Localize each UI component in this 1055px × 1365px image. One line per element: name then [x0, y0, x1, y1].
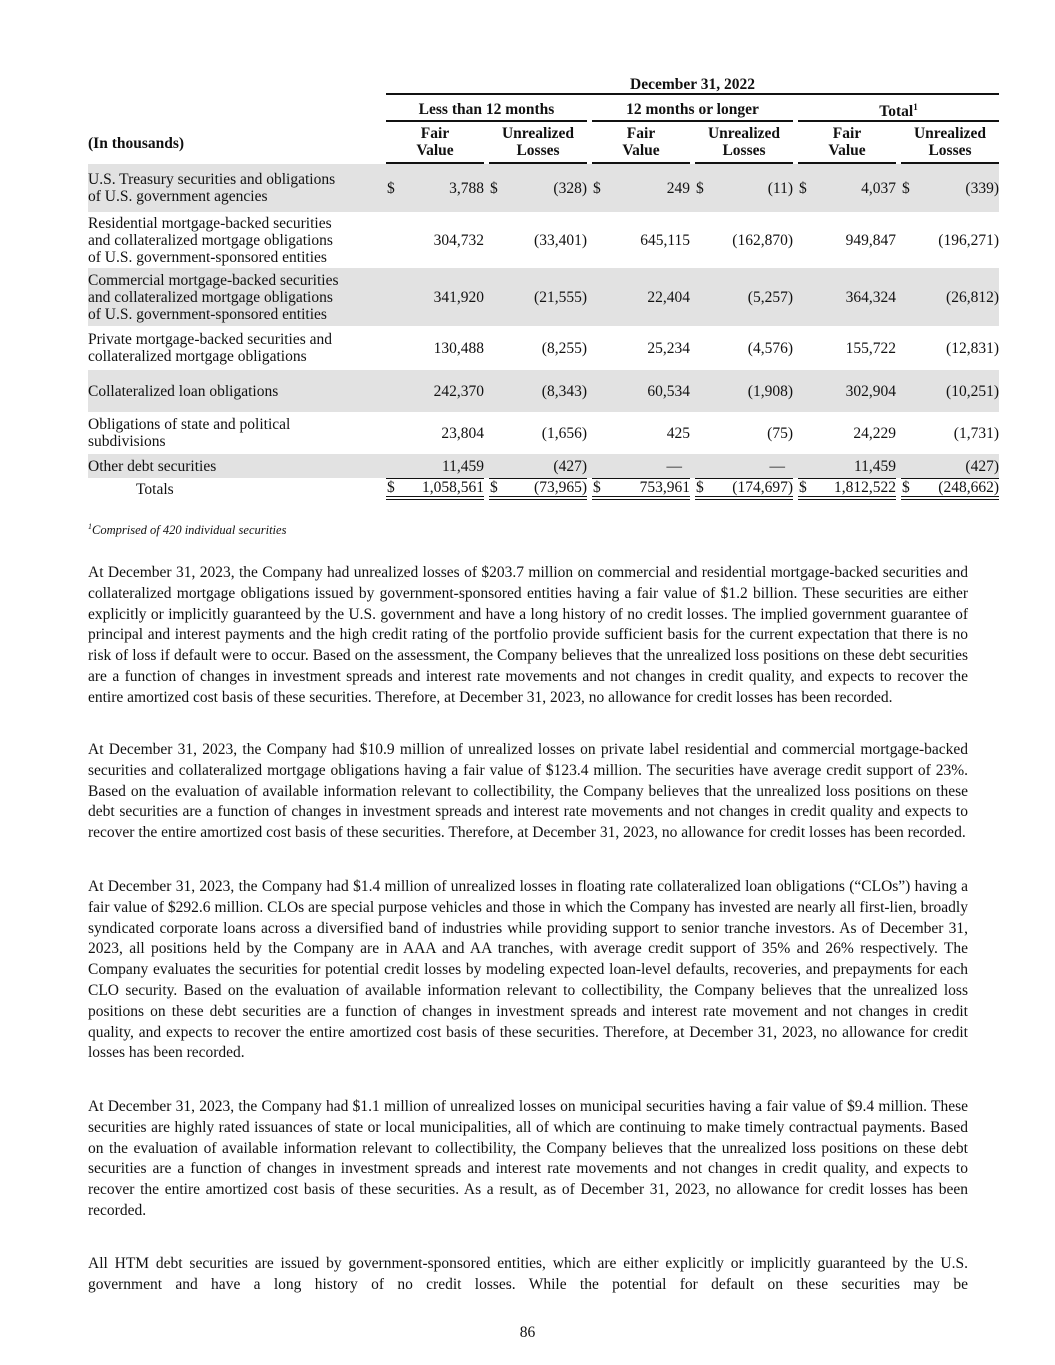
currency-symbol: $ [902, 479, 910, 497]
row-label-line: collateralized mortgage obligations [88, 348, 307, 366]
cell-value: 130,488 [433, 339, 484, 357]
row-label [88, 412, 386, 454]
value-cell [592, 268, 690, 326]
cell-value: (1,731) [953, 424, 999, 442]
value-cell [695, 212, 793, 268]
row-label [88, 164, 386, 212]
cell-value: 425 [666, 424, 690, 442]
cell-value: 25,234 [647, 339, 690, 357]
row-label-line: subdivisions [88, 433, 166, 451]
column-header-line: Unrealized [913, 125, 987, 143]
row-label [88, 454, 386, 478]
cell-value: (26,812) [946, 288, 999, 306]
currency-symbol: $ [799, 179, 807, 197]
cell-value: (73,965) [534, 479, 587, 497]
column-header-line: Fair [832, 125, 862, 143]
period-header: December 31, 2022 [386, 76, 999, 95]
value-cell [592, 164, 690, 212]
currency-symbol: $ [593, 179, 601, 197]
column-header-line: Unrealized [501, 125, 575, 143]
cell-value: 249 [666, 179, 690, 197]
value-cell [489, 212, 587, 268]
value-cell [695, 370, 793, 412]
column-header-line: Losses [516, 142, 560, 160]
column-header-line: Fair [626, 125, 656, 143]
column-header [592, 122, 690, 164]
value-cell [489, 412, 587, 454]
footnote-mark: 1 [88, 522, 92, 531]
footnote-mark: 1 [913, 102, 918, 112]
cell-value: (174,697) [732, 479, 793, 497]
value-cell [592, 454, 690, 478]
group-header: Less than 12 months [386, 99, 587, 122]
cell-value: 341,920 [433, 288, 484, 306]
value-cell [798, 326, 896, 370]
group-header: 12 months or longer [592, 99, 793, 122]
value-cell [798, 478, 896, 500]
currency-symbol: $ [490, 479, 498, 497]
value-cell [489, 370, 587, 412]
table-row [88, 212, 999, 268]
column-header [386, 122, 484, 164]
value-cell [798, 454, 896, 478]
cell-value: (75) [767, 424, 793, 442]
value-cell [489, 454, 587, 478]
cell-value: 364,324 [845, 288, 896, 306]
cell-value: — [666, 457, 682, 475]
cell-value: (1,656) [541, 424, 587, 442]
cell-value: 23,804 [441, 424, 484, 442]
cell-value: 242,370 [433, 382, 484, 400]
row-label [88, 212, 386, 268]
cell-value: (4,576) [747, 339, 793, 357]
row-label-line: U.S. Treasury securities and obligations [88, 171, 336, 189]
value-cell [695, 478, 793, 500]
row-label-line: Commercial mortgage-backed securities [88, 271, 339, 289]
cell-value: 24,229 [853, 424, 896, 442]
cell-value: 645,115 [640, 231, 690, 249]
value-cell [695, 326, 793, 370]
column-header-line: Unrealized [707, 125, 781, 143]
value-cell [489, 268, 587, 326]
currency-symbol: $ [387, 179, 395, 197]
group-header [798, 99, 999, 122]
value-cell [386, 454, 484, 478]
body-paragraph: All HTM debt securities are issued by government-sponsored entities, which are either explicitly or implicitly guaranteed by the U.S. government and have a long history of no credit losses. While the potential for default on these securities may be [88, 1255, 968, 1293]
table-footnote [88, 522, 286, 538]
row-label-line: and collateralized mortgage obligations [88, 288, 333, 306]
cell-value: 11,459 [441, 457, 484, 475]
cell-value: (10,251) [946, 382, 999, 400]
cell-value: — [769, 457, 785, 475]
row-label-line: Other debt securities [88, 457, 217, 475]
column-header-line: Value [828, 142, 866, 160]
row-label [88, 370, 386, 412]
value-cell [386, 412, 484, 454]
value-cell [386, 478, 484, 500]
cell-value: 22,404 [647, 288, 690, 306]
value-cell [901, 212, 999, 268]
body-paragraph: At December 31, 2023, the Company had unrealized losses of $203.7 million on commercial and residential mortgage-backed securities and collateralized mortgage obligations issued by government-sponsored entities having a fair value of $1.2 billion. These securities are either explicitly or implicitly guaranteed by the U.S. government and have a long history of no credit losses. The implied government guarantee of principal and interest payments and the high credit rating of the portfolio provide sufficient basis for the current expectation that there is no risk of loss if default were to occur. Based on the assessment, the Company believes that the unrealized loss positions on these debt securities are a function of changes in investment spreads and interest rate movements and not changes in credit quality, and expects to recover the entire amortized cost basis of these securities. Therefore, at December 31, 2023, no allowance for credit losses has been recorded. [88, 564, 968, 706]
table-row [88, 326, 999, 370]
row-label-line: Residential mortgage-backed securities [88, 214, 332, 232]
value-cell [798, 164, 896, 212]
body-paragraph: At December 31, 2023, the Company had $10.9 million of unrealized losses on private label residential and commercial mortgage-backed securities and collateralized mortgage obligations having a fair value of $123.4 million. The securities have average credit support of 23%. Based on the evaluation of available information relevant to collectibility, the Company believes that the unrealized loss positions on these debt securities are a function of changes in investment spreads and interest rate movements and not changes in credit quality and expects to recover the entire amortized cost basis of these securities. Therefore, at December 31, 2023, no allowance for credit losses has been recorded. [88, 741, 968, 842]
value-cell [592, 326, 690, 370]
value-cell [901, 478, 999, 500]
column-header-line: Value [416, 142, 454, 160]
value-cell [386, 212, 484, 268]
totals-row [88, 478, 999, 500]
cell-value: (248,662) [938, 479, 999, 497]
row-label-line: Obligations of state and political [88, 416, 291, 434]
cell-value: (328) [553, 179, 587, 197]
value-cell [386, 326, 484, 370]
value-cell [695, 412, 793, 454]
row-label [88, 478, 386, 500]
value-cell [592, 412, 690, 454]
row-label-line: Collateralized loan obligations [88, 382, 279, 400]
currency-symbol: $ [490, 179, 498, 197]
cell-value: (33,401) [534, 231, 587, 249]
cell-value: 949,847 [845, 231, 896, 249]
cell-value: (21,555) [534, 288, 587, 306]
cell-value: 60,534 [647, 382, 690, 400]
column-header [695, 122, 793, 164]
table-row [88, 454, 999, 478]
group-header-text: Total [879, 103, 914, 121]
value-cell [901, 454, 999, 478]
value-cell [489, 326, 587, 370]
value-cell [798, 412, 896, 454]
cell-value: 1,058,561 [422, 479, 484, 497]
column-header [901, 122, 999, 164]
cell-value: 3,788 [449, 179, 484, 197]
page-number: 86 [519, 1324, 536, 1341]
cell-value: (427) [965, 457, 999, 475]
value-cell [798, 268, 896, 326]
cell-value: 304,732 [433, 231, 484, 249]
table-row [88, 412, 999, 454]
cell-value: (8,343) [541, 382, 587, 400]
value-cell [489, 478, 587, 500]
unrealized-losses-table [88, 76, 999, 500]
row-label-line: Private mortgage-backed securities and [88, 331, 333, 349]
value-cell [901, 268, 999, 326]
row-label-line: of U.S. government agencies [88, 188, 268, 206]
currency-symbol: $ [696, 479, 704, 497]
value-cell [489, 164, 587, 212]
currency-symbol: $ [799, 479, 807, 497]
column-header-line: Losses [722, 142, 766, 160]
column-header-line: Losses [928, 142, 972, 160]
cell-value: (427) [553, 457, 587, 475]
cell-value: (339) [965, 179, 999, 197]
value-cell [386, 370, 484, 412]
value-cell [901, 164, 999, 212]
column-header [489, 122, 587, 164]
value-cell [798, 212, 896, 268]
currency-symbol: $ [593, 479, 601, 497]
cell-value: (196,271) [938, 231, 999, 249]
value-cell [592, 370, 690, 412]
value-cell [695, 164, 793, 212]
value-cell [695, 268, 793, 326]
body-paragraph: At December 31, 2023, the Company had $1.4 million of unrealized losses in floating rate collateralized loan obligations (“CLOs”) having a fair value of $292.6 million. CLOs are special purpose vehicles and those in which the Company has invested are nearly all first-lien, broadly syndicated corporate loans across a diversified band of industries while providing support to senior tranche investors. As of December 31, 2023, all positions held by the Company are in AAA and AA tranches, with average credit support of 35% and 26% respectively. The Company evaluates the securities for potential credit losses by modeling expected loan-level defaults, recoveries, and prepayments for each CLO security. Based on the evaluation of available information relevant to collectibility, the Company believes that the unrealized loss positions on these debt securities are a function of changes in investment spreads and interest rate movement and not changes in credit quality, and expects to recover the entire amortized cost basis of these securities. Therefore, at December 31, 2023, no allowance for credit losses has been recorded. [88, 878, 968, 1062]
value-cell [592, 212, 690, 268]
cell-value: (11) [767, 179, 793, 197]
value-cell [592, 478, 690, 500]
unit-label: (In thousands) [88, 134, 185, 152]
value-cell [386, 268, 484, 326]
cell-value: 11,459 [853, 457, 896, 475]
row-label [88, 268, 386, 326]
column-header [798, 122, 896, 164]
cell-value: 753,961 [639, 479, 690, 497]
footnote-text: Comprised of 420 individual securities [92, 523, 287, 538]
table-row [88, 268, 999, 326]
body-paragraph: At December 31, 2023, the Company had $1.1 million of unrealized losses on municipal securities having a fair value of $9.4 million. These securities are highly rated issuances of state or local municipalities, all of which are continuing to make timely contractual payments. Based on the evaluation of available information relevant to collectibility, the Company believes that the unrealized loss positions on these debt securities are a function of changes in investment spreads and interest rate movements and not changes in credit quality, and expects to recover the entire amortized cost basis of these securities. As a result, as of December 31, 2023, no allowance for credit losses has been recorded. [88, 1098, 968, 1219]
currency-symbol: $ [902, 179, 910, 197]
cell-value: (12,831) [946, 339, 999, 357]
column-header-line: Value [622, 142, 660, 160]
currency-symbol: $ [696, 179, 704, 197]
row-label [88, 326, 386, 370]
row-label-text: Totals [136, 480, 174, 498]
value-cell [901, 370, 999, 412]
cell-value: 155,722 [845, 339, 896, 357]
table-row [88, 164, 999, 212]
currency-symbol: $ [387, 479, 395, 497]
value-cell [386, 164, 484, 212]
value-cell [901, 412, 999, 454]
cell-value: 302,904 [845, 382, 896, 400]
cell-value: (5,257) [747, 288, 793, 306]
cell-value: (162,870) [732, 231, 793, 249]
table-row [88, 370, 999, 412]
cell-value: 1,812,522 [834, 479, 896, 497]
row-label-line: of U.S. government-sponsored entities [88, 305, 327, 323]
row-label-line: and collateralized mortgage obligations [88, 231, 333, 249]
cell-value: 4,037 [861, 179, 896, 197]
value-cell [798, 370, 896, 412]
value-cell [695, 454, 793, 478]
value-cell [901, 326, 999, 370]
row-label-line: of U.S. government-sponsored entities [88, 248, 327, 266]
cell-value: (1,908) [747, 382, 793, 400]
cell-value: (8,255) [541, 339, 587, 357]
column-header-line: Fair [420, 125, 450, 143]
